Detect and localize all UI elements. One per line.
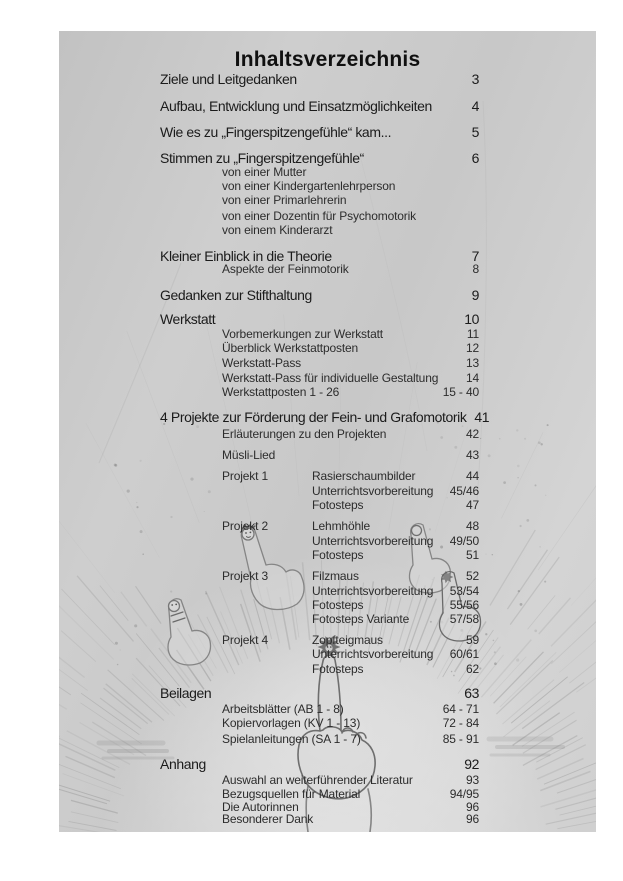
toc-subentry [312, 549, 479, 562]
entry-label: von einer Mutter [222, 165, 307, 179]
page-number: 47 [465, 498, 479, 512]
page-number: 59 [465, 633, 479, 647]
toc-entry [160, 409, 490, 426]
entry-label: Fotosteps [312, 598, 364, 612]
toc-entry [160, 72, 479, 88]
toc-subentry [312, 485, 479, 498]
toc-subentry [222, 774, 479, 787]
entry-label: Zopfteigmaus [312, 633, 383, 647]
entry-label: Unterrichtsvorbereitung [312, 534, 434, 548]
toc-subentry [222, 386, 479, 399]
toc-entry [160, 288, 479, 304]
entry-label: 4 Projekte zur Förderung der Fein- und Grafomotorik [160, 409, 467, 425]
toc-subentry [312, 499, 479, 512]
entry-label: von einer Kindergartenlehrperson [222, 179, 396, 193]
page-number: 15 - 40 [442, 385, 479, 399]
entry-label: Fotosteps [312, 498, 364, 512]
entry-label: Aufbau, Entwicklung und Einsatzmöglichkeiten [160, 98, 432, 114]
page-number: 42 [465, 427, 479, 441]
page-number: 96 [465, 800, 479, 814]
page-number: 49/50 [449, 534, 479, 548]
page-number: 9 [471, 287, 479, 303]
toc-subentry [222, 520, 479, 533]
page-number: 41 [474, 409, 490, 425]
toc-subentry [222, 470, 479, 483]
toc-subentry [222, 210, 479, 223]
entry-label: von einer Dozentin für Psychomotorik [222, 209, 417, 223]
page-number: 4 [471, 98, 479, 114]
page-number: 93 [465, 773, 479, 787]
page-number: 8 [472, 262, 479, 276]
page-number: 60/61 [449, 647, 479, 661]
page-number: 45/46 [449, 484, 479, 498]
toc-subentry [222, 703, 479, 716]
entry-label: Fotosteps Variante [312, 612, 410, 626]
page-number: 53/54 [449, 584, 479, 598]
entry-label: Kopiervorlagen (KV 1 - 13) [222, 716, 361, 730]
toc-subentry [222, 372, 479, 385]
entry-label: Unterrichtsvorbereitung [312, 584, 434, 598]
page-number: 51 [465, 548, 479, 562]
toc-entry [160, 125, 479, 141]
page-number: 57/58 [449, 612, 479, 626]
entry-label: Auswahl an weiterführender Literatur [222, 773, 413, 787]
page-number: 62 [465, 662, 479, 676]
page-number: 14 [465, 371, 479, 385]
entry-label: Vorbemerkungen zur Werkstatt [222, 327, 383, 341]
page-number: 72 - 84 [442, 716, 479, 730]
entry-label: Anhang [160, 756, 206, 772]
entry-label: Unterrichtsvorbereitung [312, 647, 434, 661]
entry-label: Spielanleitungen (SA 1 - 7) [222, 732, 361, 746]
entry-label: Wie es zu „Fingerspitzengefühle“ kam... [160, 124, 392, 140]
entry-label: Unterrichtsvorbereitung [312, 484, 434, 498]
page-title: Inhaltsverzeichnis [234, 48, 421, 72]
page-number: 96 [465, 812, 479, 826]
entry-label: Die Autorinnen [222, 800, 299, 814]
project-label: Projekt 2 [222, 519, 269, 533]
toc-subentry [222, 342, 479, 355]
entry-label: Werkstattposten 1 - 26 [222, 385, 340, 399]
page-number: 48 [465, 519, 479, 533]
toc-subentry [222, 570, 479, 583]
page-number: 13 [465, 356, 479, 370]
toc-subentry [222, 428, 479, 441]
project-label: Projekt 4 [222, 633, 269, 647]
toc-entry [160, 686, 479, 702]
entry-label: Filzmaus [312, 569, 359, 583]
page-number: 63 [464, 685, 479, 701]
entry-label: Müsli-Lied [222, 448, 276, 462]
toc-subentry [222, 733, 479, 746]
entry-label: Lehmhöhle [312, 519, 371, 533]
page-number: 43 [465, 448, 479, 462]
entry-label: Werkstatt [160, 311, 216, 327]
toc-entry [160, 757, 479, 773]
page-number: 52 [465, 569, 479, 583]
entry-label: Aspekte der Feinmotorik [222, 262, 349, 276]
page-number: 94/95 [449, 787, 479, 801]
entry-label: Gedanken zur Stifthaltung [160, 287, 312, 303]
entry-label: von einem Kinderarzt [222, 223, 333, 237]
page-number: 92 [464, 756, 479, 772]
page-number: 44 [465, 469, 479, 483]
toc-subentry [312, 613, 479, 626]
entry-label: Werkstatt-Pass für individuelle Gestaltung [222, 371, 439, 385]
toc-subentry [222, 328, 479, 341]
project-label: Projekt 3 [222, 569, 269, 583]
toc-subentry [222, 449, 479, 462]
entry-label: Stimmen zu „Fingerspitzengefühle“ [160, 150, 364, 166]
page-number: 7 [471, 248, 479, 264]
entry-label: Kleiner Einblick in die Theorie [160, 248, 332, 264]
page-number: 10 [464, 311, 479, 327]
project-label: Projekt 1 [222, 469, 269, 483]
entry-label: Beilagen [160, 685, 212, 701]
page-number: 3 [471, 71, 479, 87]
entry-label: Fotosteps [312, 662, 364, 676]
entry-label: Ziele und Leitgedanken [160, 71, 297, 87]
toc-subentry [312, 585, 479, 598]
entry-label: Erläuterungen zu den Projekten [222, 427, 387, 441]
toc-entry [160, 99, 479, 115]
entry-label: Rasierschaumbilder [312, 469, 416, 483]
page-number: 85 - 91 [442, 732, 479, 746]
page-number: 64 - 71 [442, 702, 479, 716]
entry-label: Werkstatt-Pass [222, 356, 302, 370]
entry-label: Überblick Werkstattposten [222, 341, 359, 355]
page-number: 11 [466, 327, 479, 341]
toc-subentry [312, 599, 479, 612]
entry-label: Besonderer Dank [222, 812, 314, 826]
toc-subentry [222, 813, 479, 826]
toc-subentry [312, 648, 479, 661]
toc-subentry [222, 166, 479, 179]
toc-subentry [222, 263, 479, 276]
page-number: 55/56 [449, 598, 479, 612]
toc-subentry [222, 224, 479, 237]
toc-subentry [222, 357, 479, 370]
entry-label: Fotosteps [312, 548, 364, 562]
entry-label: Arbeitsblätter (AB 1 - 8) [222, 702, 344, 716]
toc-subentry [222, 634, 479, 647]
page-number: 12 [465, 341, 479, 355]
page-number: 5 [471, 124, 479, 140]
toc-subentry [312, 663, 479, 676]
toc-entry [160, 312, 479, 328]
toc-subentry [222, 194, 479, 207]
toc-subentry [222, 180, 479, 193]
toc-subentry [222, 717, 479, 730]
toc-subentry [312, 535, 479, 548]
table-of-contents [59, 31, 596, 832]
page-number: 6 [471, 150, 479, 166]
scanned-book-page [59, 31, 596, 832]
toc-entry [160, 151, 479, 167]
entry-label: von einer Primarlehrerin [222, 193, 347, 207]
entry-label: Bezugsquellen für Material [222, 787, 361, 801]
